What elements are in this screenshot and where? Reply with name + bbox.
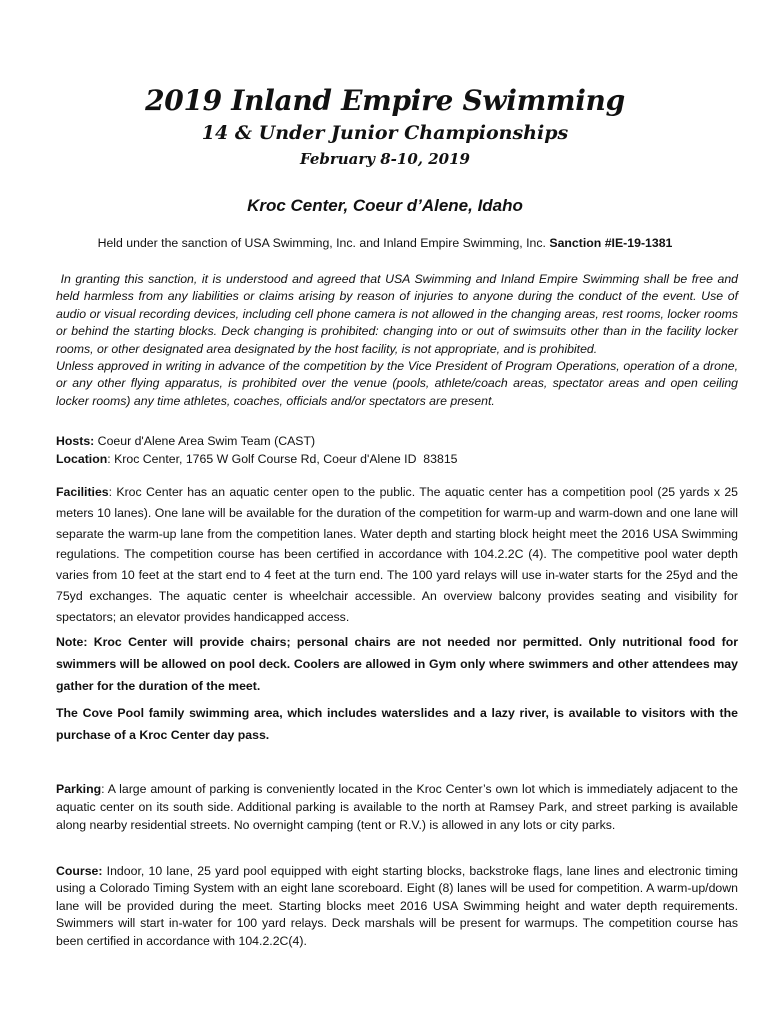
course-text: Indoor, 10 lane, 25 yard pool equipped with eight starting blocks, backstroke flags, lane lines and electronic timing using a Colorado Timing System with an eight lane scoreboard. Eight (8) lanes will be used for competition. A warm-up/down lane will be provided during the meet. Starting blocks meet 2016 USA Swimming height and water depth requirements. Swimmers will start in-water for 100 yard relays. Deck marshals will be present for warmups. The competition course has been certified in accordance with 104.2.2C(4).	[56, 864, 738, 948]
location-value: : Kroc Center, 1765 W Golf Course Rd, Coeur d'Alene ID 83815	[107, 452, 458, 466]
note-paragraph: Note: Kroc Center will provide chairs; personal chairs are not needed nor permitted. Only nutritional food for swimmers will be allowed on pool deck. Coolers are allowed in Gym only where swimmers and other attendees may gather for the duration of the meet.	[56, 635, 738, 693]
location-line	[56, 450, 738, 468]
facilities-paragraph	[56, 482, 738, 628]
location-label: Location	[56, 452, 108, 466]
hosts-label: Hosts:	[56, 434, 95, 448]
parking-text: : A large amount of parking is conveniently located in the Kroc Center’s own lot which is immediately adjacent to the aquatic center on its south side. Additional parking is available to the north at Ramsey Park, and street parking is available along nearby residential streets. No overnight camping (tent or R.V.) is allowed in any lots or city parks.	[56, 782, 738, 832]
parking-label: Parking	[56, 782, 102, 796]
meet-title: 2019 Inland Empire Swimming	[145, 84, 625, 117]
meet-venue: Kroc Center, Coeur d’Alene, Idaho	[247, 196, 523, 215]
facilities-label: Facilities	[56, 485, 109, 499]
sanction-text: Held under the sanction of USA Swimming, Inc. and Inland Empire Swimming, Inc.	[97, 236, 546, 250]
hosts-location	[56, 432, 738, 468]
hosts-value: Coeur d'Alene Area Swim Team (CAST)	[94, 434, 316, 448]
parking-section	[56, 780, 738, 834]
meet-subtitle: 14 & Under Junior Championships	[201, 122, 569, 144]
meet-dates: February 8-10, 2019	[300, 150, 470, 168]
cove-pool-paragraph: The Cove Pool family swimming area, which includes waterslides and a lazy river, is available to visitors with the purchase of a Kroc Center day pass.	[56, 706, 738, 742]
hosts-line	[56, 432, 738, 450]
disclaimer-paragraph-1: In granting this sanction, it is understood and agreed that USA Swimming and Inland Empire Swimming shall be free and held harmless from any liabilities or claims arising by reason of injuries to anyone during the conduct of the event. Use of audio or visual recording devices, including cell phone camera is not allowed in the changing areas, rest rooms, locker rooms or behind the starting blocks. Deck changing is prohibited: changing into or out of swimsuits other than in the facility locker rooms, or other designated area designated by the host facility, is not appropriate, and is prohibited.	[56, 272, 742, 356]
disclaimer-paragraph-2: Unless approved in writing in advance of the competition by the Vice President of Program Operations, operation of a drone, or any other flying apparatus, is prohibited over the venue (pools, athlete/coach areas, spectator areas and open ceiling locker rooms) any time athletes, coaches, officials and/or spectators are present.	[56, 359, 738, 408]
facilities-section	[56, 482, 738, 628]
sanction-line	[0, 236, 770, 250]
facilities-text: : Kroc Center has an aquatic center open to the public. The aquatic center has a competition pool (25 yards x 25 meters 10 lanes). One lane will be available for the duration of the competition for warm-up and warm-down and one lane will separate the warm-up lane from the competition lanes. Water depth and starting block height meet the 2016 USA Swimming regulations. The competition course has been certified in accordance with 104.2.2C (4). The competitive pool water depth varies from 10 feet at the start end to 4 feet at the turn end. The 100 yard relays will use in-water starts for the 25yd and the 75yd exchanges. The aquatic center is wheelchair accessible. An overview balcony provides seating and visibility for spectators; an elevator provides handicapped access.	[56, 485, 738, 624]
note-section	[56, 631, 738, 697]
parking-paragraph	[56, 780, 738, 834]
course-paragraph	[56, 863, 738, 950]
course-label: Course:	[56, 864, 103, 878]
course-section	[56, 863, 738, 950]
sanction-number: Sanction #IE-19-1381	[549, 236, 673, 250]
cove-pool-section	[56, 702, 738, 746]
disclaimer-section	[56, 271, 742, 410]
